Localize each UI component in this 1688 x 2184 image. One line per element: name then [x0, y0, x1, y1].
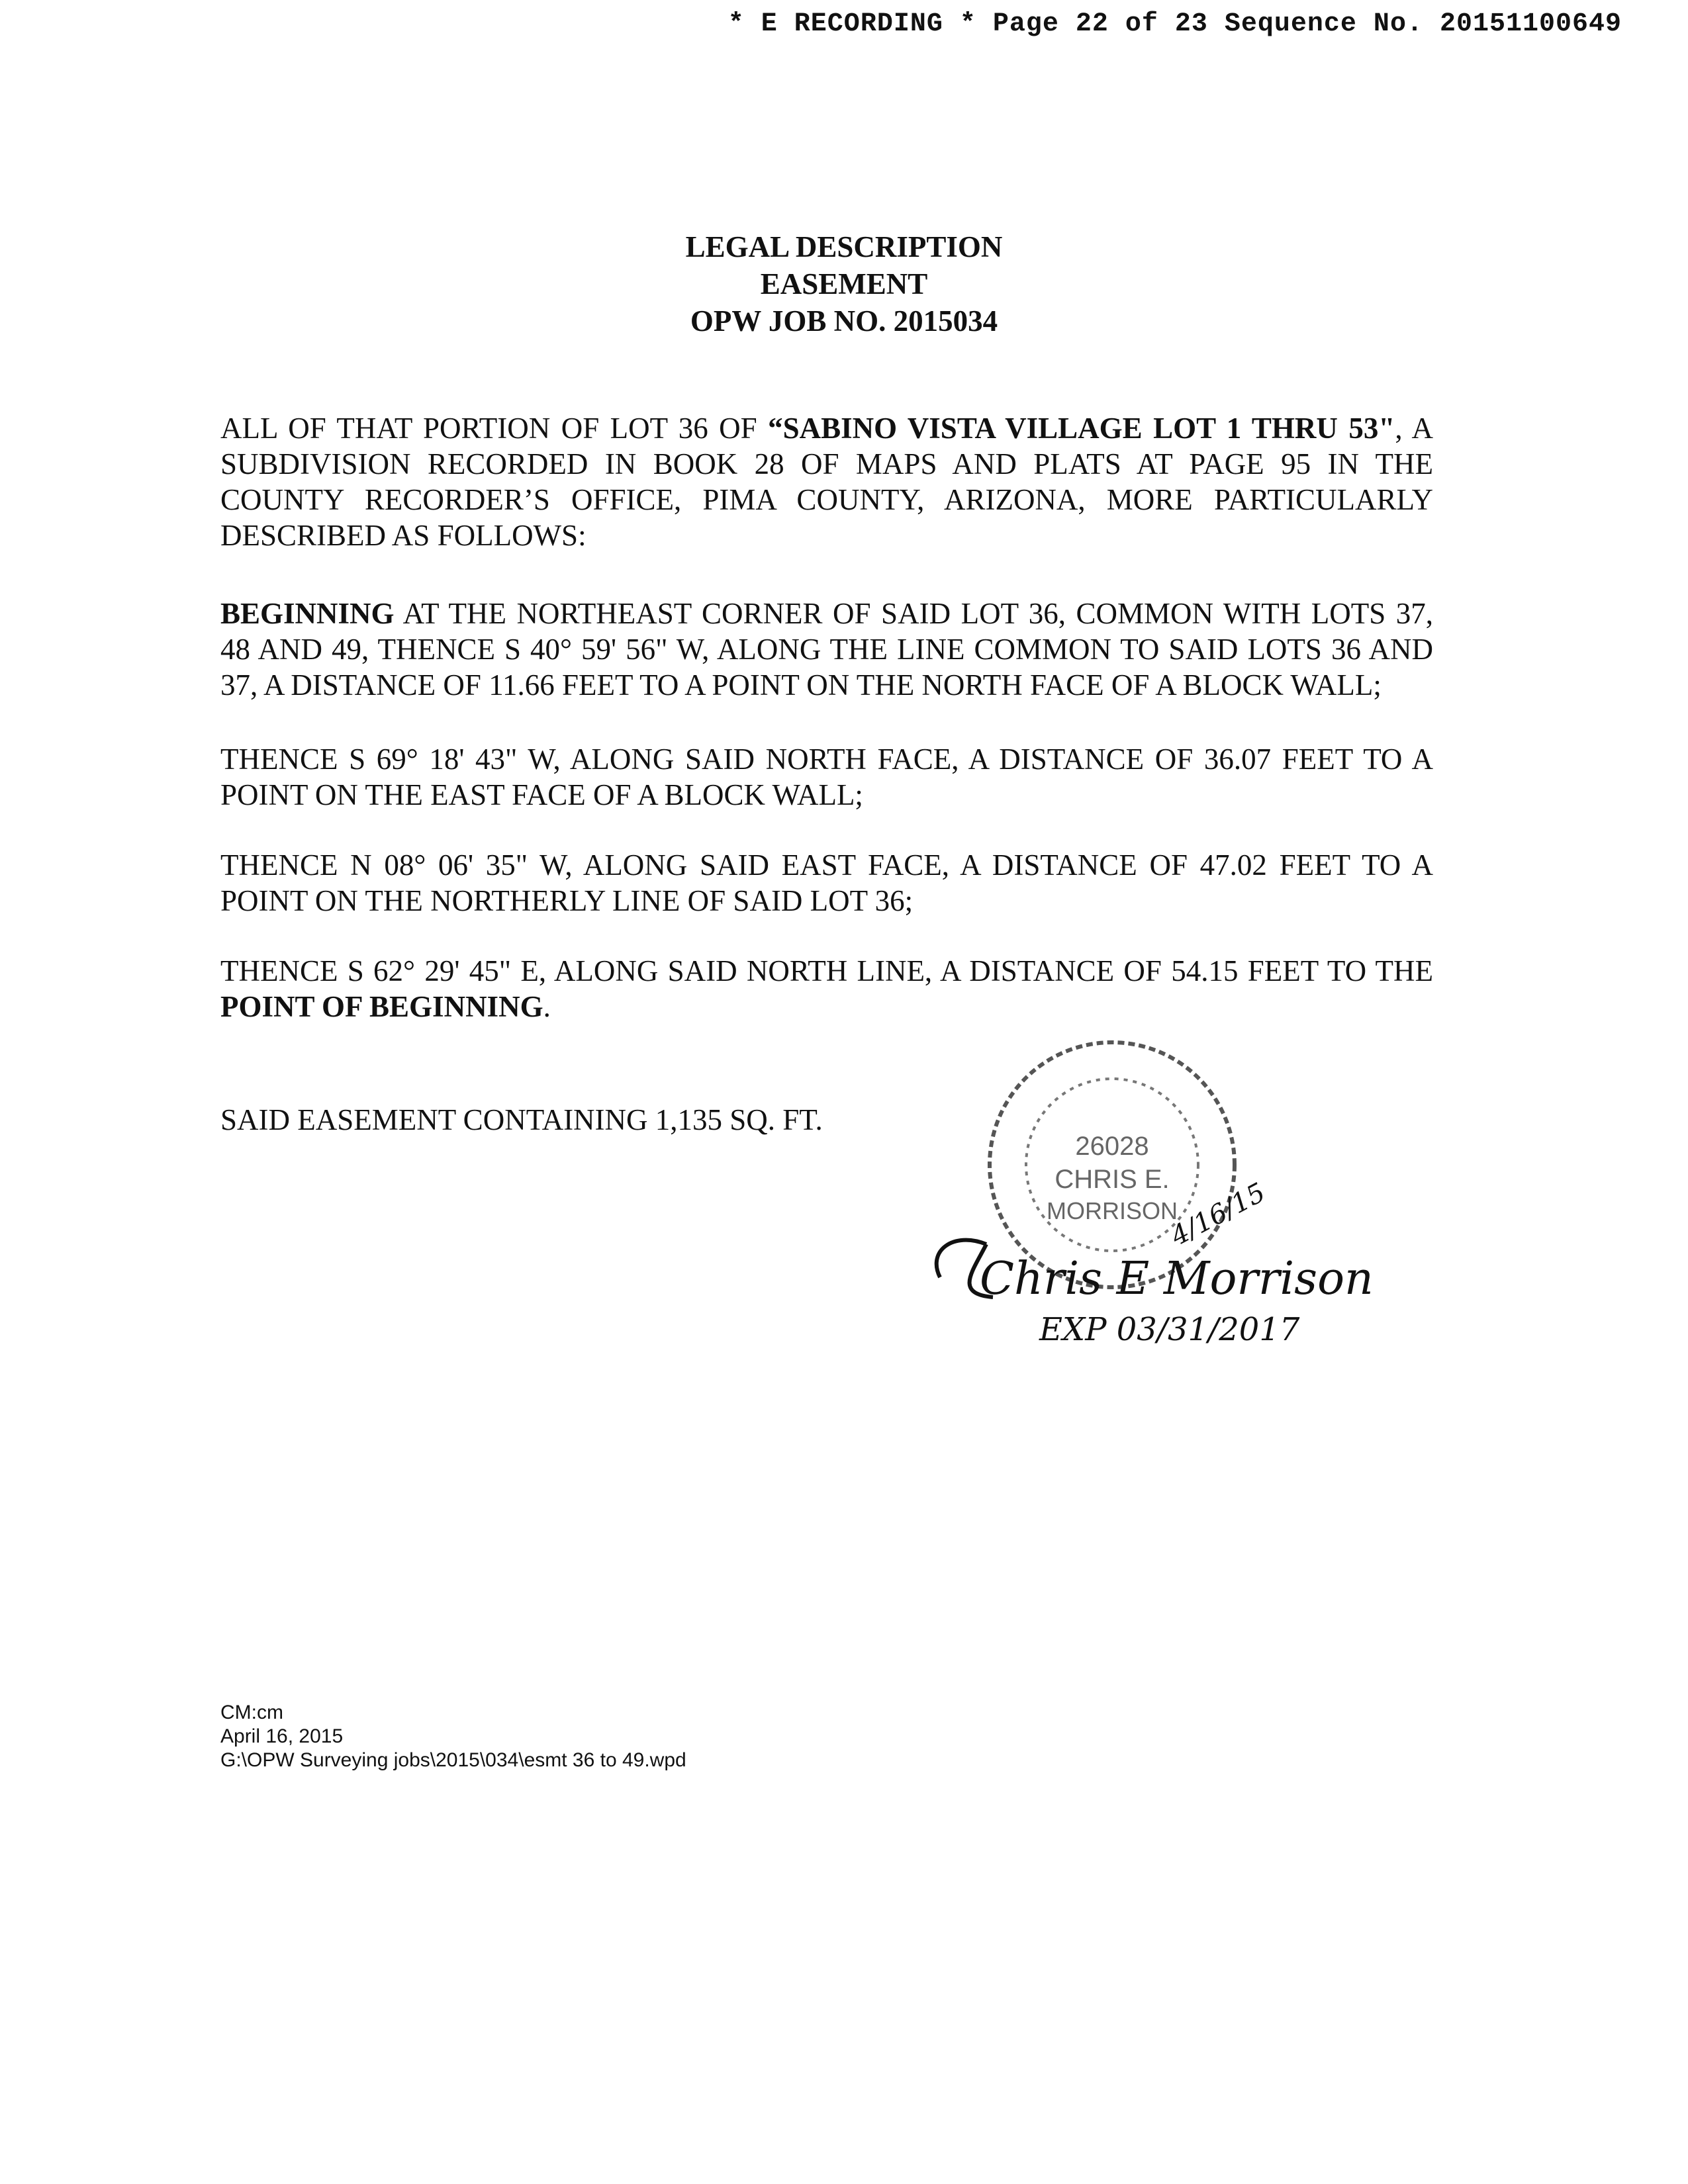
seal-date-mark: 4/16/15: [1166, 1177, 1271, 1252]
signature-text: Chris E Morrison: [980, 1253, 1374, 1305]
seal-graphic: [914, 1032, 1374, 1377]
footer-file-path: G:\OPW Surveying jobs\2015\034\esmt 36 to 49.wpd: [220, 1749, 686, 1771]
title-legal-description: LEGAL DESCRIPTION: [685, 230, 1003, 263]
paragraph-portion: [220, 410, 1433, 553]
seal-name-line1: CHRIS E.: [1055, 1165, 1170, 1194]
title-job-number: OPW JOB NO. 2015034: [690, 304, 998, 338]
document-title: [0, 228, 1688, 340]
subdivision-name: “SABINO VISTA VILLAGE LOT 1 THRU 53": [768, 412, 1395, 445]
paragraph-portion-start: ALL OF THAT PORTION OF LOT 36 OF: [220, 412, 769, 445]
paragraph-portion-end: , A SUBDIVISION RECORDED IN BOOK 28 OF MAPS AND PLATS AT PAGE 95 IN THE COUNTY RECORDER’S OFFICE, PIMA COUNTY, ARIZONA, MORE PARTICULARLY DESCRIBED AS FOLLOWS:: [220, 412, 1434, 552]
footer-date: April 16, 2015: [220, 1725, 344, 1747]
paragraph-thence-1: THENCE S 69° 18' 43" W, ALONG SAID NORTH FACE, A DISTANCE OF 36.07 FEET TO A POINT ON THE EAST FACE OF A BLOCK WALL;: [220, 743, 1433, 811]
paragraph-thence-3: [220, 953, 1433, 1024]
title-easement: EASEMENT: [760, 267, 928, 300]
paragraph-thence-2: THENCE N 08° 06' 35" W, ALONG SAID EAST FACE, A DISTANCE OF 47.02 FEET TO A POINT ON THE NORTHERLY LINE OF SAID LOT 36;: [220, 848, 1433, 917]
paragraph-area: SAID EASEMENT CONTAINING 1,135 SQ. FT.: [220, 1103, 823, 1136]
beginning-keyword: BEGINNING: [220, 597, 395, 630]
paragraph-beginning: [220, 596, 1433, 703]
seal-stamp: [990, 1042, 1235, 1287]
seal-number: 26028: [1075, 1132, 1149, 1161]
document-footer: [220, 1701, 686, 1772]
footer-initials: CM:cm: [220, 1702, 283, 1723]
recording-header: * E RECORDING * Page 22 of 23 Sequence No. 20151100649: [727, 9, 1622, 39]
signature: [937, 1240, 1374, 1348]
paragraph-thence-3-end: .: [543, 990, 551, 1023]
surveyor-seal: [914, 1032, 1374, 1377]
paragraph-beginning-text: AT THE NORTHEAST CORNER OF SAID LOT 36, COMMON WITH LOTS 37, 48 AND 49, THENCE S 40° 59' 56" W, ALONG THE LINE COMMON TO SAID LOTS 36 AND 37, A DISTANCE OF 11.66 FEET TO A POINT ON THE NORTH FACE OF A BLOCK WALL;: [220, 597, 1433, 702]
point-of-beginning: POINT OF BEGINNING: [220, 990, 543, 1023]
seal-name-line2: MORRISON: [1047, 1197, 1178, 1224]
expiration-date: EXP 03/31/2017: [1039, 1311, 1300, 1348]
paragraph-thence-3-start: THENCE S 62° 29' 45" E, ALONG SAID NORTH LINE, A DISTANCE OF 54.15 FEET TO THE: [220, 954, 1433, 987]
